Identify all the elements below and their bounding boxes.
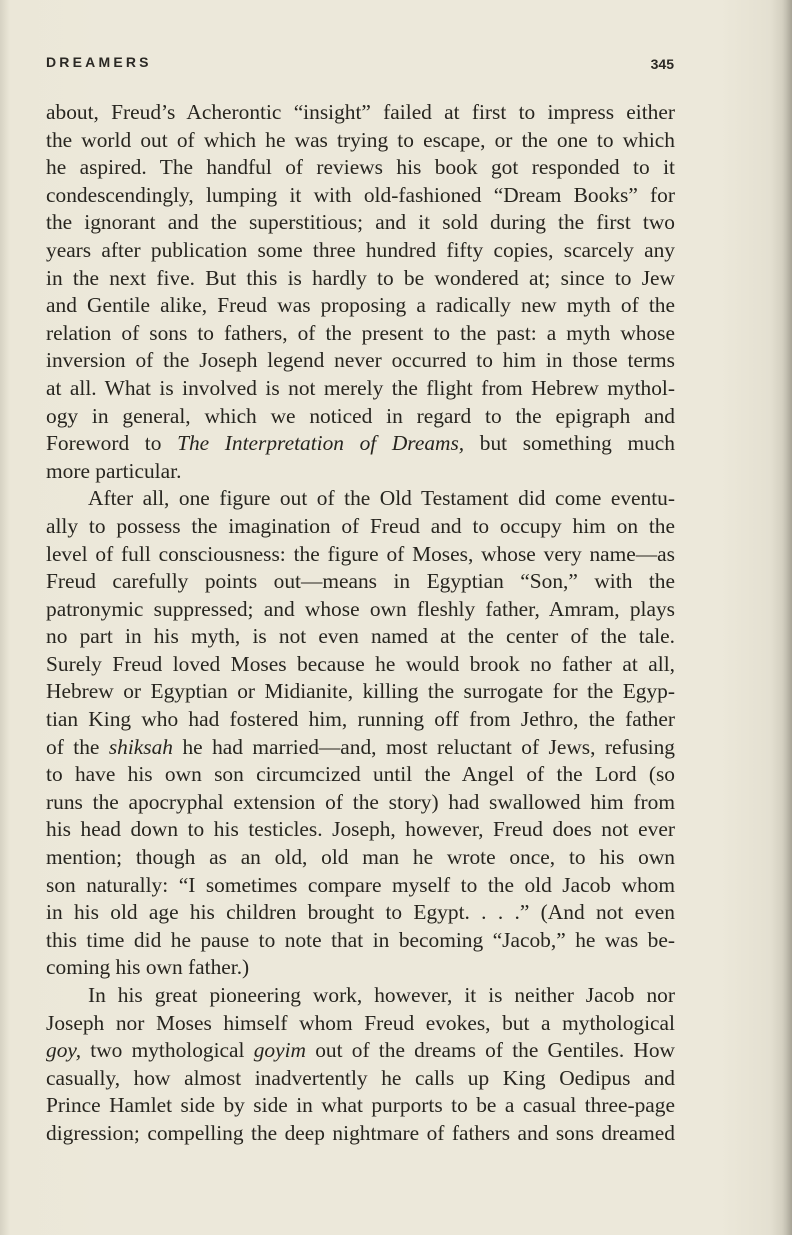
text-run: but something much: [464, 431, 675, 456]
text-line: at all. What is involved is not merely the flight from Hebrew mythol-: [46, 375, 675, 400]
paragraph-3: [46, 982, 675, 1148]
text-run: of the: [46, 734, 109, 759]
text-line: relation of sons to fathers, of the present to the past: a myth whose: [46, 320, 675, 345]
italic-word: goyim: [253, 1038, 306, 1063]
text-line: the world out of which he was trying to escape, or the one to which: [46, 127, 675, 152]
text-line: ally to possess the imagination of Freud and to occupy him on the: [46, 513, 675, 538]
text-line: son naturally: “I sometimes compare myself to the old Jacob whom: [46, 872, 675, 897]
text-line: digression; compelling the deep nightmare of fathers and sons dreamed: [46, 1120, 675, 1145]
text-run: he had married—and, most reluctant of Jews, refusing: [173, 734, 675, 759]
text-run: out of the dreams of the Gentiles. How: [305, 1038, 675, 1063]
text-line: level of full consciousness: the figure of Moses, whose very name—as: [46, 541, 675, 566]
text-line: [46, 430, 675, 458]
body-text: [46, 99, 675, 1148]
italic-word: goy,: [46, 1038, 82, 1063]
text-line: mention; though as an old, old man he wrote once, to his own: [46, 845, 675, 870]
running-head: DREAMERS: [46, 54, 152, 70]
text-line: the ignorant and the superstitious; and it sold during the first two: [46, 210, 675, 235]
text-line: After all, one figure out of the Old Testament did come eventu-: [88, 486, 675, 511]
text-line: he aspired. The handful of reviews his book got responded to it: [46, 155, 675, 180]
paragraph-2: [46, 485, 675, 982]
italic-word: shiksah: [108, 734, 174, 759]
text-line: patronymic suppressed; and whose own fleshly father, Amram, plays: [46, 596, 675, 621]
text-line: inversion of the Joseph legend never occurred to him in those terms: [46, 348, 675, 373]
text-line: Prince Hamlet side by side in what purports to be a casual three-page: [46, 1093, 675, 1118]
text-line: this time did he pause to note that in becoming “Jacob,” he was be-: [46, 927, 675, 952]
text-line: In his great pioneering work, however, it is neither Jacob nor: [88, 983, 675, 1007]
text-run: two mythological: [81, 1038, 254, 1063]
text-line: in his old age his children brought to Egypt. . . .” (And not even: [46, 900, 675, 925]
text-line: runs the apocryphal extension of the story) had swallowed him from: [46, 789, 675, 814]
text-line: [46, 1037, 675, 1065]
text-line: about, Freud’s Acherontic “insight” failed at first to impress either: [46, 100, 675, 124]
page-number: 345: [650, 56, 674, 72]
text-run: Foreword to: [46, 431, 178, 456]
text-line: Joseph nor Moses himself whom Freud evokes, but a mythological: [46, 1010, 675, 1035]
page-edge-shadow: [782, 0, 792, 1235]
text-line: ogy in general, which we noticed in regard to the epigraph and: [46, 403, 675, 428]
text-line: to have his own son circumcized until the Angel of the Lord (so: [46, 762, 675, 787]
text-line: more particular.: [46, 458, 182, 483]
paragraph-1: [46, 99, 675, 485]
text-line: Freud carefully points out—means in Egyptian “Son,” with the: [46, 569, 675, 594]
text-line: and Gentile alike, Freud was proposing a radically new myth of the: [46, 293, 675, 318]
text-line: his head down to his testicles. Joseph, however, Freud does not ever: [46, 817, 675, 842]
text-line: in the next five. But this is hardly to be wondered at; since to Jew: [46, 265, 675, 290]
text-line: Surely Freud loved Moses because he would brook no father at all,: [46, 651, 675, 676]
text-line: no part in his myth, is not even named at the center of the tale.: [46, 624, 675, 649]
text-line: tian King who had fostered him, running off from Jethro, the father: [46, 707, 675, 732]
text-line: casually, how almost inadvertently he calls up King Oedipus and: [46, 1065, 675, 1090]
text-line: condescendingly, lumping it with old-fashioned “Dream Books” for: [46, 182, 675, 207]
text-line: coming his own father.): [46, 955, 250, 980]
text-line: years after publication some three hundred fifty copies, scarcely any: [46, 237, 675, 262]
text-line: Hebrew or Egyptian or Midianite, killing the surrogate for the Egyp-: [46, 679, 675, 704]
book-title-italic: The Interpretation of Dreams,: [177, 431, 465, 456]
text-line: [46, 734, 675, 762]
